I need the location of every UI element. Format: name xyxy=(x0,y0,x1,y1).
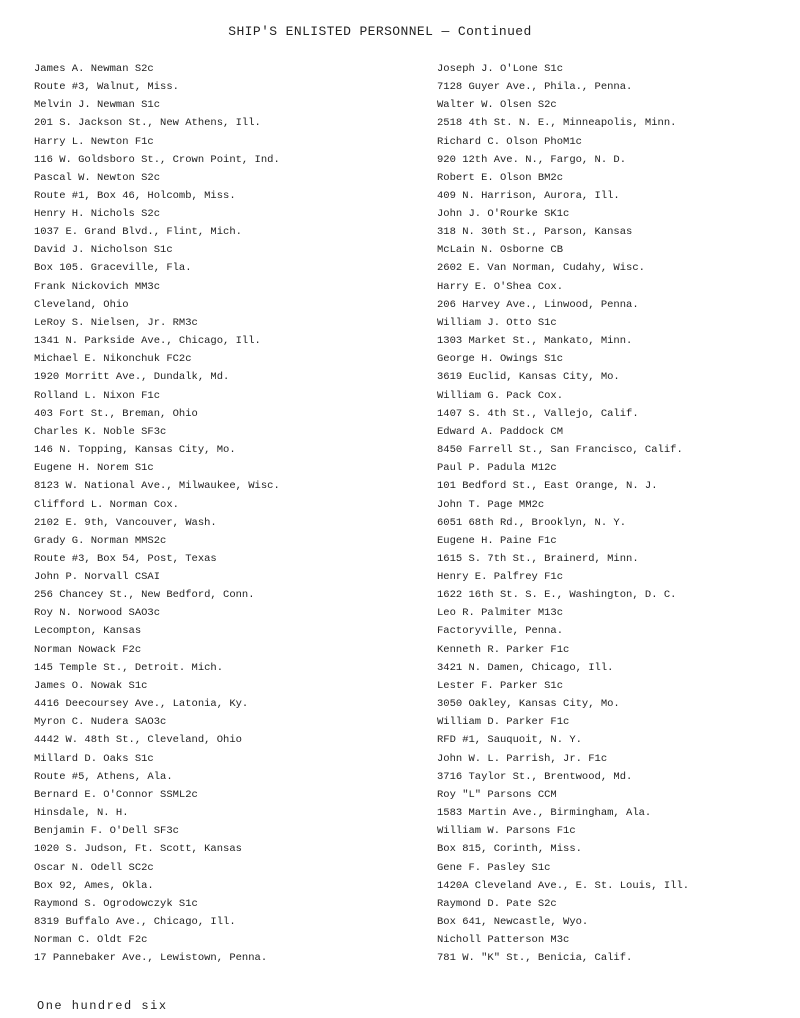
entry-name: John W. L. Parrish, Jr. F1c xyxy=(437,752,608,765)
entry-address: 2602 E. Van Norman, Cudahy, Wisc. xyxy=(437,262,645,275)
entry-name: Henry E. Palfrey F1c xyxy=(437,571,564,584)
entry-name: Melvin J. Newman S1c xyxy=(34,99,161,112)
list-item xyxy=(34,205,414,241)
entry-name: McLain N. Osborne CB xyxy=(437,244,564,257)
entry-address: 318 N. 30th St., Parson, Kansas xyxy=(437,226,633,239)
entry-name: James O. Nowak S1c xyxy=(34,680,148,693)
entry-name: LeRoy S. Nielsen, Jr. RM3c xyxy=(34,317,198,330)
entry-address: 8450 Farrell St., San Francisco, Calif. xyxy=(437,443,683,456)
entry-address: 1420A Cleveland Ave., E. St. Louis, Ill. xyxy=(437,879,690,892)
entry-address: 256 Chancey St., New Bedford, Conn. xyxy=(34,589,255,602)
entry-address: 4416 Deecoursey Ave., Latonia, Ky. xyxy=(34,698,249,711)
entry-address: 2518 4th St. N. E., Minneapolis, Minn. xyxy=(437,117,677,130)
list-item xyxy=(34,677,414,713)
entry-address: 146 N. Topping, Kansas City, Mo. xyxy=(34,443,236,456)
list-item xyxy=(34,350,414,386)
entry-name: Myron C. Nudera SAO3c xyxy=(34,716,167,729)
list-item xyxy=(437,314,797,350)
list-item xyxy=(437,60,797,96)
entry-address: 3619 Euclid, Kansas City, Mo. xyxy=(437,371,620,384)
list-item xyxy=(437,713,797,749)
list-item xyxy=(437,496,797,532)
list-item xyxy=(437,278,797,314)
list-item xyxy=(437,568,797,604)
entry-address: 1303 Market St., Mankato, Minn. xyxy=(437,335,633,348)
entry-name: Raymond S. Ogrodowczyk S1c xyxy=(34,897,198,910)
entry-address: 4442 W. 48th St., Cleveland, Ohio xyxy=(34,734,242,747)
right-column xyxy=(437,60,797,967)
list-item xyxy=(34,60,414,96)
entry-address: Lecompton, Kansas xyxy=(34,625,142,638)
entry-address: 6051 68th Rd., Brooklyn, N. Y. xyxy=(437,516,627,529)
list-item xyxy=(34,387,414,423)
entry-name: William D. Parker F1c xyxy=(437,716,570,729)
entry-address: 206 Harvey Ave., Linwood, Penna. xyxy=(437,298,639,311)
entry-name: William G. Pack Cox. xyxy=(437,389,564,402)
list-item xyxy=(34,750,414,786)
entry-name: Roy N. Norwood SAO3c xyxy=(34,607,161,620)
entry-address: RFD #1, Sauquoit, N. Y. xyxy=(437,734,582,747)
entry-address: Box 105. Graceville, Fla. xyxy=(34,262,192,275)
entry-address: 116 W. Goldsboro St., Crown Point, Ind. xyxy=(34,153,280,166)
entry-name: Benjamin F. O'Dell SF3c xyxy=(34,825,179,838)
list-item xyxy=(437,96,797,132)
list-item xyxy=(437,822,797,858)
list-item xyxy=(437,350,797,386)
entry-address: 1020 S. Judson, Ft. Scott, Kansas xyxy=(34,843,242,856)
page-number: One hundred six xyxy=(37,999,168,1013)
list-item xyxy=(34,931,414,967)
entry-name: Pascal W. Newton S2c xyxy=(34,171,161,184)
list-item xyxy=(437,786,797,822)
entry-name: James A. Newman S2c xyxy=(34,63,154,75)
entry-address: Box 815, Corinth, Miss. xyxy=(437,843,582,856)
entry-name: Michael E. Nikonchuk FC2c xyxy=(34,353,192,366)
entry-address: 1583 Martin Ave., Birmingham, Ala. xyxy=(437,806,652,819)
entry-address: Route #5, Athens, Ala. xyxy=(34,770,173,783)
entry-address: Box 92, Ames, Okla. xyxy=(34,879,154,892)
entry-address: Factoryville, Penna. xyxy=(437,625,564,638)
list-item xyxy=(437,604,797,640)
entry-address: 145 Temple St., Detroit. Mich. xyxy=(34,661,224,674)
entry-name: John J. O'Rourke SK1c xyxy=(437,208,570,221)
list-item xyxy=(437,859,797,895)
entry-address: Route #3, Box 54, Post, Texas xyxy=(34,552,217,565)
list-item xyxy=(34,314,414,350)
entry-address: 409 N. Harrison, Aurora, Ill. xyxy=(437,189,620,202)
entry-name: John T. Page MM2c xyxy=(437,498,545,511)
entry-address: Route #3, Walnut, Miss. xyxy=(34,81,179,93)
list-item xyxy=(34,459,414,495)
entry-name: Bernard E. O'Connor SSML2c xyxy=(34,788,198,801)
entry-address: 1920 Morritt Ave., Dundalk, Md. xyxy=(34,371,230,384)
entry-name: John P. Norvall CSAI xyxy=(34,571,161,584)
entry-address: 920 12th Ave. N., Fargo, N. D. xyxy=(437,153,627,166)
entry-name: Robert E. Olson BM2c xyxy=(437,171,564,184)
entry-name: Joseph J. O'Lone S1c xyxy=(437,63,564,75)
entry-name: William J. Otto S1c xyxy=(437,317,557,330)
entry-address: 7128 Guyer Ave., Phila., Penna. xyxy=(437,81,633,93)
list-item xyxy=(437,459,797,495)
entry-address: 101 Bedford St., East Orange, N. J. xyxy=(437,480,658,493)
entry-name: Harry E. O'Shea Cox. xyxy=(437,280,564,293)
list-item xyxy=(34,278,414,314)
list-item xyxy=(437,532,797,568)
entry-address: 1622 16th St. S. E., Washington, D. C. xyxy=(437,589,677,602)
list-item xyxy=(437,133,797,169)
entry-name: Walter W. Olsen S2c xyxy=(437,99,557,112)
list-item xyxy=(34,822,414,858)
entry-name: Richard C. Olson PhoM1c xyxy=(437,135,582,148)
entry-address: Box 641, Newcastle, Wyo. xyxy=(437,915,589,928)
entry-name: Paul P. Padula M12c xyxy=(437,462,557,475)
entry-name: Eugene H. Norem S1c xyxy=(34,462,154,475)
entry-name: Frank Nickovich MM3c xyxy=(34,280,161,293)
list-item xyxy=(34,604,414,640)
list-item xyxy=(34,568,414,604)
left-column xyxy=(34,60,414,967)
entry-name: Gene F. Pasley S1c xyxy=(437,861,551,874)
list-item xyxy=(34,532,414,568)
entry-name: Leo R. Palmiter M13c xyxy=(437,607,564,620)
list-item xyxy=(437,931,797,967)
list-item xyxy=(437,641,797,677)
entry-name: Oscar N. Odell SC2c xyxy=(34,861,154,874)
entry-address: 781 W. "K" St., Benicia, Calif. xyxy=(437,952,633,965)
entry-address: 17 Pannebaker Ave., Lewistown, Penna. xyxy=(34,952,268,965)
entry-address: 8123 W. National Ave., Milwaukee, Wisc. xyxy=(34,480,280,493)
list-item xyxy=(437,895,797,931)
entry-name: Charles K. Noble SF3c xyxy=(34,425,167,438)
entry-address: 403 Fort St., Breman, Ohio xyxy=(34,407,198,420)
list-item xyxy=(34,713,414,749)
entry-name: Raymond D. Pate S2c xyxy=(437,897,557,910)
entry-name: Lester F. Parker S1c xyxy=(437,680,564,693)
entry-address: 1341 N. Parkside Ave., Chicago, Ill. xyxy=(34,335,261,348)
entry-name: Rolland L. Nixon F1c xyxy=(34,389,161,402)
list-item xyxy=(34,641,414,677)
entry-name: Clifford L. Norman Cox. xyxy=(34,498,179,511)
list-item xyxy=(437,750,797,786)
list-item xyxy=(34,496,414,532)
entry-address: 1037 E. Grand Blvd., Flint, Mich. xyxy=(34,226,242,239)
list-item xyxy=(34,895,414,931)
entry-address: Hinsdale, N. H. xyxy=(34,806,129,819)
entry-name: Norman C. Oldt F2c xyxy=(34,934,148,947)
entry-address: Route #1, Box 46, Holcomb, Miss. xyxy=(34,189,236,202)
entry-name: Edward A. Paddock CM xyxy=(437,425,564,438)
entry-name: Norman Nowack F2c xyxy=(34,643,142,656)
list-item xyxy=(437,677,797,713)
entry-address: 1407 S. 4th St., Vallejo, Calif. xyxy=(437,407,639,420)
entry-name: William W. Parsons F1c xyxy=(437,825,576,838)
entry-name: Roy "L" Parsons CCM xyxy=(437,788,557,801)
list-item xyxy=(34,786,414,822)
list-item xyxy=(34,133,414,169)
entry-name: Nicholl Patterson M3c xyxy=(437,934,570,947)
entry-address: Cleveland, Ohio xyxy=(34,298,129,311)
list-item xyxy=(437,205,797,241)
entry-address: 2102 E. 9th, Vancouver, Wash. xyxy=(34,516,217,529)
entry-name: Kenneth R. Parker F1c xyxy=(437,643,570,656)
list-item xyxy=(437,241,797,277)
list-item xyxy=(34,241,414,277)
list-item xyxy=(34,859,414,895)
list-item xyxy=(437,387,797,423)
list-item xyxy=(34,423,414,459)
entry-address: 8319 Buffalo Ave., Chicago, Ill. xyxy=(34,915,236,928)
entry-name: Harry L. Newton F1c xyxy=(34,135,154,148)
entry-name: Eugene H. Paine F1c xyxy=(437,534,557,547)
entry-name: Henry H. Nichols S2c xyxy=(34,208,161,221)
entry-address: 201 S. Jackson St., New Athens, Ill. xyxy=(34,117,261,130)
list-item xyxy=(34,96,414,132)
page-title: SHIP'S ENLISTED PERSONNEL — Continued xyxy=(228,24,532,39)
entry-name: Millard D. Oaks S1c xyxy=(34,752,154,765)
list-item xyxy=(437,423,797,459)
entry-address: 3050 Oakley, Kansas City, Mo. xyxy=(437,698,620,711)
entry-name: Grady G. Norman MMS2c xyxy=(34,534,167,547)
entry-name: George H. Owings S1c xyxy=(437,353,564,366)
list-item xyxy=(437,169,797,205)
list-item xyxy=(34,169,414,205)
entry-address: 1615 S. 7th St., Brainerd, Minn. xyxy=(437,552,639,565)
entry-address: 3421 N. Damen, Chicago, Ill. xyxy=(437,661,614,674)
entry-address: 3716 Taylor St., Brentwood, Md. xyxy=(437,770,633,783)
entry-name: David J. Nicholson S1c xyxy=(34,244,173,257)
